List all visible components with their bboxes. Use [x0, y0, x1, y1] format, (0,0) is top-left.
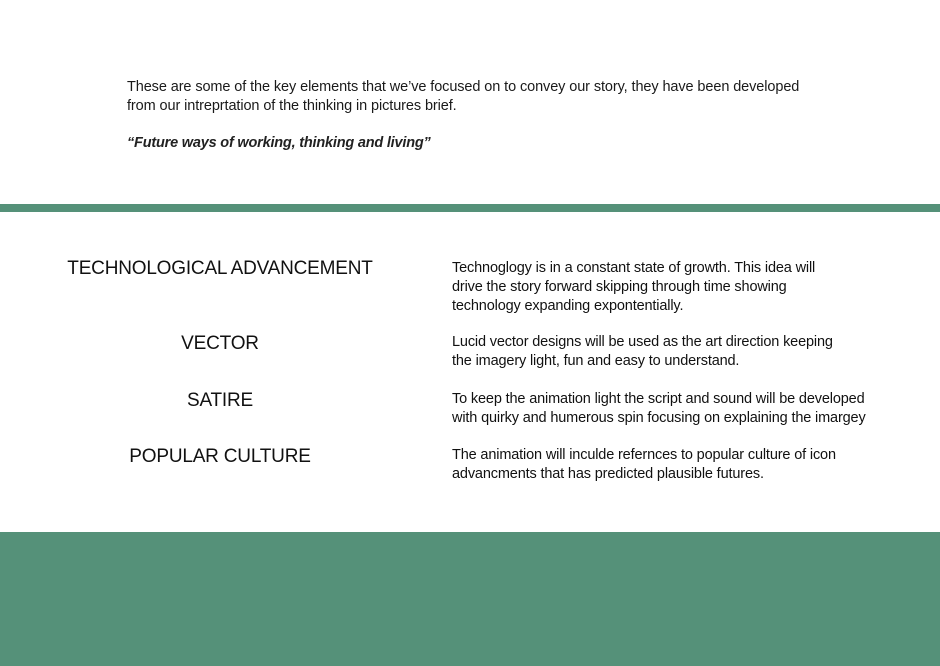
element-title-popular-culture: POPULAR CULTURE	[129, 446, 311, 467]
element-desc-satire	[452, 390, 922, 428]
desc-line: drive the story forward skipping through time showing	[452, 279, 787, 295]
intro-line-2: from our intreprtation of the thinking in pictures brief.	[127, 98, 457, 114]
intro-line-1: These are some of the key elements that we’ve focused on to convey our story, they have been developed	[127, 79, 800, 95]
desc-line: The animation will inculde refernces to popular culture of icon	[452, 447, 836, 463]
desc-line: To keep the animation light the script and sound will be developed	[452, 391, 865, 407]
element-title-vector: VECTOR	[181, 333, 259, 354]
desc-line: technology expanding expontentially.	[452, 298, 684, 314]
desc-line: Lucid vector designs will be used as the art direction keeping	[452, 334, 833, 350]
element-title-technological-advancement: TECHNOLOGICAL ADVANCEMENT	[67, 258, 373, 279]
desc-line: Technoglogy is in a constant state of growth. This idea will	[452, 260, 816, 276]
element-desc-vector	[452, 333, 922, 371]
desc-line: advancments that has predicted plausible futures.	[452, 466, 764, 482]
section-divider	[0, 204, 940, 212]
element-title-satire: SATIRE	[186, 390, 253, 411]
desc-line: with quirky and humerous spin focusing on explaining the imargey	[452, 410, 866, 426]
footer-band	[0, 532, 940, 666]
element-desc-popular-culture	[452, 446, 922, 484]
element-desc-technological-advancement	[452, 259, 922, 316]
intro-paragraph	[127, 78, 847, 116]
desc-line: the imagery light, fun and easy to understand.	[452, 353, 740, 369]
brief-quote: “Future ways of working, thinking and living”	[127, 135, 431, 151]
